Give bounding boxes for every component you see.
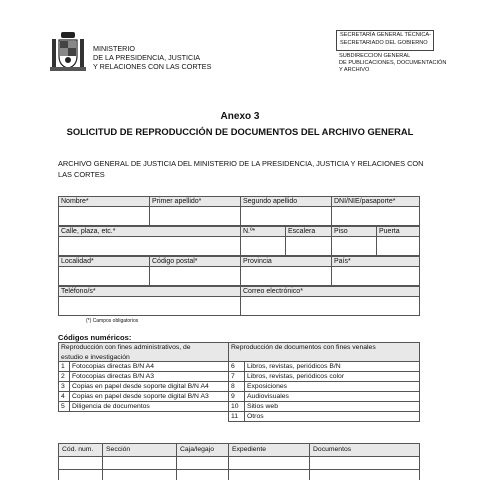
subdirectorate-name [339, 53, 446, 75]
codes-title: Códigos numéricos: [58, 333, 132, 342]
documentos-cell[interactable] [309, 456, 420, 470]
coat-of-arms-icon [48, 30, 88, 74]
code-number: 10 [228, 401, 245, 412]
field-label-nombre: Nombre* [58, 196, 150, 207]
secretariat-box [336, 30, 434, 51]
nombre-field[interactable] [58, 206, 150, 226]
numero-field[interactable] [240, 236, 286, 256]
field-label-codigo-postal: Código postal* [149, 256, 241, 267]
escalera-field[interactable] [285, 236, 332, 256]
provincia-field[interactable] [240, 266, 332, 286]
correo-field[interactable] [240, 296, 420, 316]
page-title: SOLICITUD DE REPRODUCCIÓN DE DOCUMENTOS DEL ARCHIVO GENERAL [66, 126, 414, 137]
code-number: 2 [58, 371, 70, 382]
caja-cell[interactable] [176, 456, 229, 470]
expediente-cell[interactable] [228, 469, 310, 480]
subdirectorate-line: Y ARCHIVO [339, 67, 370, 74]
codes-left-header [58, 342, 229, 362]
field-label-numero: N.º* [240, 226, 286, 237]
field-label-localidad: Localidad* [58, 256, 150, 267]
seccion-cell[interactable] [102, 456, 177, 470]
code-text: Otros [244, 411, 420, 422]
segundo-apellido-field[interactable] [240, 206, 332, 226]
codes-left-header-line: Reproducción con fines administrativos, de [61, 344, 191, 351]
ministry-line: MINISTERIO [93, 44, 135, 53]
col-header-documentos: Documentos [309, 443, 420, 457]
caja-cell[interactable] [176, 469, 229, 480]
field-label-telefono: Teléfono/s* [58, 286, 241, 297]
code-text: Fotocopias directas B/N A4 [69, 361, 229, 372]
subdirectorate-line: SUBDIRECCION GENERAL [339, 53, 411, 59]
archive-name: ARCHIVO GENERAL DE JUSTICIA DEL MINISTERIO DE LA PRESIDENCIA, JUSTICIA Y RELACIONES CON LAS CORTES [58, 159, 424, 179]
field-label-primer-apellido: Primer apellido* [149, 196, 241, 207]
field-label-calle: Calle, plaza, etc.* [58, 226, 241, 237]
required-note: (*) Campos obligatorios [86, 318, 139, 324]
code-number: 5 [58, 401, 70, 412]
piso-field[interactable] [331, 236, 377, 256]
code-number: 3 [58, 381, 70, 392]
ministry-line: DE LA PRESIDENCIA, JUSTICIA [93, 53, 201, 62]
code-text: Copias en papel desde soporte digital B/N A4 [69, 381, 229, 392]
field-label-segundo-apellido: Segundo apellido [240, 196, 332, 207]
col-header-expediente: Expediente [228, 443, 310, 457]
col-header-seccion: Sección [102, 443, 177, 457]
cod-cell[interactable] [58, 469, 103, 480]
puerta-field[interactable] [376, 236, 420, 256]
code-number: 6 [228, 361, 245, 372]
col-header-caja: Caja/legajo [176, 443, 229, 457]
expediente-cell[interactable] [228, 456, 310, 470]
documentos-cell[interactable] [309, 469, 420, 480]
telefono-field[interactable] [58, 296, 241, 316]
code-text: Sitios web [244, 401, 420, 412]
code-number: 11 [228, 411, 245, 422]
codes-left-header-line: estudio e investigación [61, 354, 130, 361]
ministry-line: Y RELACIONES CON LAS CORTES [93, 62, 212, 71]
code-text: Copias en papel desde soporte digital B/N A3 [69, 391, 229, 402]
code-text: Diligencia de documentos [69, 401, 229, 412]
code-number: 7 [228, 371, 245, 382]
localidad-field[interactable] [58, 266, 150, 286]
pais-field[interactable] [331, 266, 420, 286]
codes-right-header: Reproducción de documentos con fines venales [228, 342, 420, 362]
annex-label: Anexo 3 [220, 111, 260, 122]
code-text: Libros, revistas, periódicos color [244, 371, 420, 382]
code-text: Fotocopias directas B/N A3 [69, 371, 229, 382]
field-label-pais: País* [331, 256, 420, 267]
field-label-provincia: Provincia [240, 256, 332, 267]
codigo-postal-field[interactable] [149, 266, 241, 286]
col-header-cod: Cód. num. [58, 443, 103, 457]
code-text: Exposiciones [244, 381, 420, 392]
secretariat-line: SECRETARIADO DEL GOBIERNO [340, 40, 428, 46]
field-label-dni: DNI/NIE/pasaporte* [331, 196, 420, 207]
calle-field[interactable] [58, 236, 241, 256]
code-number: 4 [58, 391, 70, 402]
field-label-escalera: Escalera [285, 226, 332, 237]
code-text: Audiovisuales [244, 391, 420, 402]
ministry-name [93, 44, 211, 71]
field-label-puerta: Puerta [376, 226, 420, 237]
field-label-piso: Piso [331, 226, 377, 237]
primer-apellido-field[interactable] [149, 206, 241, 226]
subdirectorate-line: DE PUBLICACIONES, DOCUMENTACIÓN [339, 60, 447, 67]
code-text: Libros, revistas, periódicos B/N [244, 361, 420, 372]
code-number: 8 [228, 381, 245, 392]
code-number: 1 [58, 361, 70, 372]
code-number: 9 [228, 391, 245, 402]
field-label-correo: Correo electrónico* [240, 286, 420, 297]
secretariat-line: SECRETARÍA GENERAL TÉCNICA- [340, 32, 431, 38]
seccion-cell[interactable] [102, 469, 177, 480]
dni-field[interactable] [331, 206, 420, 226]
cod-cell[interactable] [58, 456, 103, 470]
